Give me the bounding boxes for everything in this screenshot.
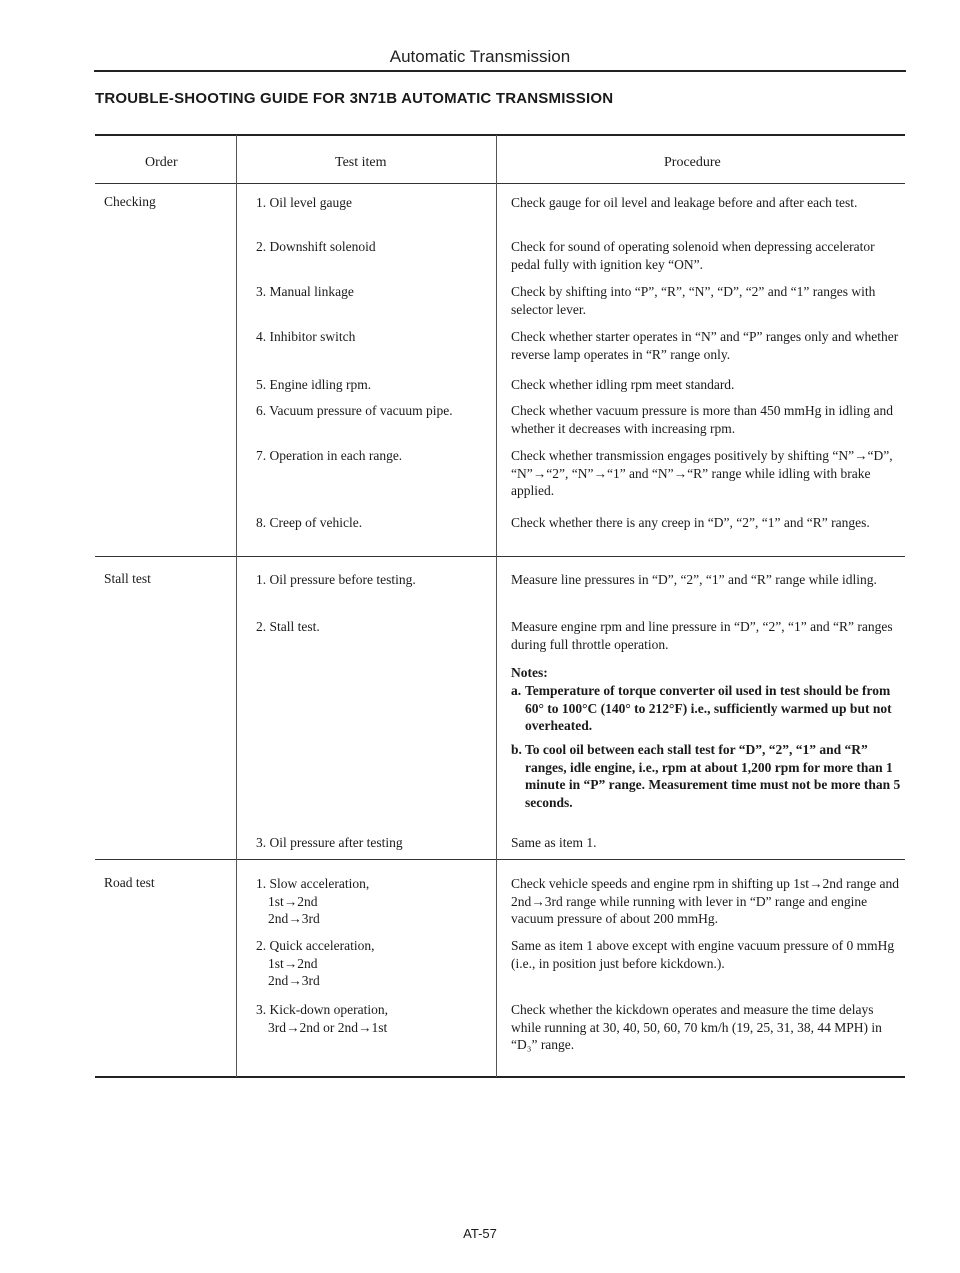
table-top-rule (95, 134, 905, 136)
column-divider-1 (236, 135, 237, 1077)
stall-road-separator (95, 859, 905, 860)
test-item: 1. Oil level gauge (256, 195, 352, 210)
procedure: Same as item 1. (511, 835, 597, 850)
test-item (256, 875, 481, 928)
procedure: Check whether idling rpm meet standard. (511, 377, 735, 392)
section-header: Automatic Transmission (389, 47, 571, 66)
test-item-line: 3rd→2nd or 2nd→1st (268, 1019, 388, 1035)
procedure: Check vehicle speeds and engine rpm in shifting up 1st→2nd range and 2nd→3rd range while running with lever in “D” range and engine vacuum pressure of about 200 mmHg. (511, 876, 900, 926)
procedure: Measure engine rpm and line pressure in “D”, “2”, “1” and “R” ranges during full throttle operation. (511, 619, 893, 652)
procedure: Check whether vacuum pressure is more than 450 mmHg in idling and whether it decreases with increasing rpm. (511, 403, 894, 436)
test-item: 4. Inhibitor switch (256, 329, 356, 344)
test-item-line: 2nd→3rd (268, 911, 320, 926)
order-stall-test: Stall test (104, 571, 151, 586)
test-item-line: 1st→2nd (268, 955, 318, 971)
procedure: Same as item 1 above except with engine vacuum pressure of 0 mmHg (i.e., in position just before kickdown.). (511, 938, 895, 971)
test-item: 8. Creep of vehicle. (256, 515, 363, 530)
test-item: 3. Manual linkage (256, 284, 354, 299)
test-item (256, 1001, 481, 1036)
column-header-order: Order (145, 155, 178, 170)
page-number: AT-57 (463, 1226, 497, 1241)
checking-stall-separator (95, 556, 905, 557)
note-text: Temperature of torque converter oil used in test should be from 60° to 100°C (140° to 212°F) i.e., sufficiently warmed up but not overheated. (525, 683, 892, 733)
note-text: To cool oil between each stall test for “D”, “2”, “1” and “R” ranges, idle engine, i.e., rpm at about 1,200 rpm for more than 1 minute in “P” range. Measurement time must not be more than 5 seconds. (525, 742, 901, 810)
note-label: a. (511, 683, 522, 698)
test-item: 2. Downshift solenoid (256, 239, 376, 254)
test-item-line: 2nd→3rd (268, 973, 320, 988)
procedure: Check whether there is any creep in “D”, “2”, “1” and “R” ranges. (511, 515, 870, 530)
test-item: 5. Engine idling rpm. (256, 377, 372, 392)
procedure: Check whether the kickdown operates and measure the time delays while running at 30, 40, 50, 60, 70 km/h (19, 25, 31, 38, 44 MPH) in “D₃” range. (511, 1002, 882, 1052)
test-item-line: 2. Quick acceleration, (256, 938, 375, 953)
procedure: Check whether transmission engages positively by shifting “N”→“D”, “N”→“2”, “N”→“1” and “N”→“R” range while idling with brake applied. (511, 448, 893, 498)
test-item: 1. Oil pressure before testing. (256, 572, 416, 587)
header-rule (94, 70, 906, 72)
order-road-test: Road test (104, 875, 155, 890)
order-checking: Checking (104, 194, 156, 209)
column-header-procedure: Procedure (664, 155, 721, 170)
notes-label: Notes: (511, 665, 548, 680)
table-bottom-rule (95, 1076, 905, 1078)
header-separator (95, 183, 905, 184)
procedure: Measure line pressures in “D”, “2”, “1” and “R” range while idling. (511, 572, 877, 587)
procedure: Check for sound of operating solenoid when depressing accelerator pedal fully with ignition key “ON”. (511, 239, 875, 272)
test-item: 7. Operation in each range. (256, 448, 403, 463)
note-label: b. (511, 742, 522, 757)
procedure: Check by shifting into “P”, “R”, “N”, “D”, “2” and “1” ranges with selector lever. (511, 284, 876, 317)
document-title: TROUBLE-SHOOTING GUIDE FOR 3N71B AUTOMATIC TRANSMISSION (95, 90, 614, 107)
procedure: Check gauge for oil level and leakage before and after each test. (511, 195, 858, 210)
test-item-line: 1st→2nd (268, 893, 318, 909)
test-item: 6. Vacuum pressure of vacuum pipe. (256, 403, 453, 418)
test-item-line: 1. Slow acceleration, (256, 876, 370, 891)
test-item: 2. Stall test. (256, 619, 320, 634)
column-header-test-item: Test item (335, 155, 387, 170)
test-item (256, 937, 481, 990)
procedure: Check whether starter operates in “N” and “P” ranges only and whether reverse lamp operates in “R” range only. (511, 329, 899, 362)
test-item-line: 3. Kick-down operation, (256, 1002, 388, 1017)
test-item: 3. Oil pressure after testing (256, 835, 403, 850)
column-divider-2 (496, 135, 497, 1077)
